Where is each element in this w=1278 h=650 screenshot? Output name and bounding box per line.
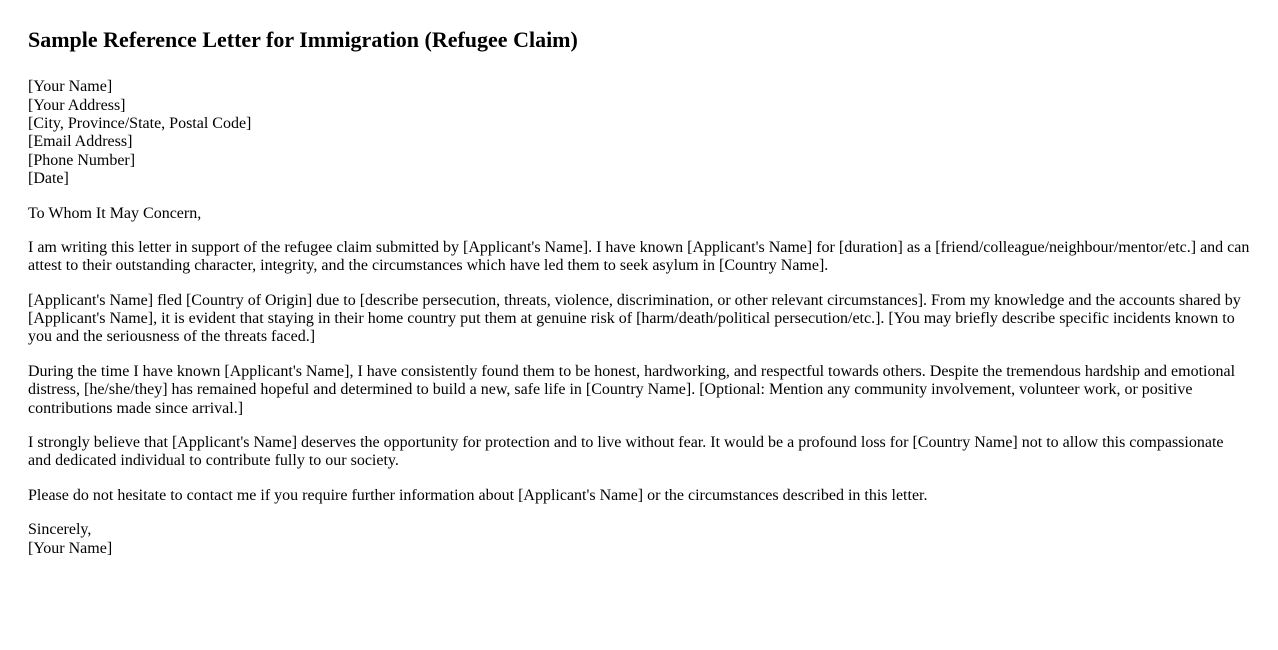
body-paragraph-intro: I am writing this letter in support of the refugee claim submitted by [Applicant's Name]. I have known [Applicant's Name] for [duration] as a [friend/colleague/neighbour/mentor/etc.] and can attest to their outstanding character, integrity, and the circumstances which have led them to seek asylum in [Country Name].: [28, 238, 1250, 275]
sender-phone-line: [Phone Number]: [28, 151, 136, 169]
sender-email-line: [Email Address]: [28, 133, 133, 151]
sender-date-line: [Date]: [28, 170, 69, 188]
closing-line: Sincerely,: [28, 521, 92, 539]
page-title: Sample Reference Letter for Immigration (Refugee Claim): [28, 27, 578, 52]
body-paragraph-contact: Please do not hesitate to contact me if you require further information about [Applicant's Name] or the circumstances described in this letter.: [28, 486, 928, 504]
body-paragraph-belief: I strongly believe that [Applicant's Name] deserves the opportunity for protection and to live without fear. It would be a profound loss for [Country Name] not to allow this compassionate and dedicated individual to contribute fully to our society.: [28, 434, 1224, 470]
sender-city-line: [City, Province/State, Postal Code]: [28, 114, 252, 132]
salutation: To Whom It May Concern,: [28, 204, 202, 222]
sender-address-block: [28, 78, 1250, 188]
signature-block: [28, 521, 1250, 558]
letter-document: [28, 28, 1250, 558]
sender-name-line: [Your Name]: [28, 78, 113, 96]
body-paragraph-circumstances: [Applicant's Name] fled [Country of Origin] due to [describe persecution, threats, violence, discrimination, or other relevant circumstances]. From my knowledge and the accounts shared by [Applicant's Name], it is evident that staying in their home country put them at genuine risk of [harm/death/political persecution/etc.]. [You may briefly describe specific incidents known to you and the seriousness of the threats faced.]: [28, 291, 1241, 346]
signature-line: [Your Name]: [28, 539, 113, 557]
sender-address-line: [Your Address]: [28, 96, 126, 114]
body-paragraph-character: During the time I have known [Applicant's Name], I have consistently found them to be honest, hardworking, and respectful towards others. Despite the tremendous hardship and emotional distress, [he/she/they] has remained hopeful and determined to build a new, safe life in [Country Name]. [Optional: Mention any community involvement, volunteer work, or positive contributions made since arrival.]: [28, 362, 1236, 417]
